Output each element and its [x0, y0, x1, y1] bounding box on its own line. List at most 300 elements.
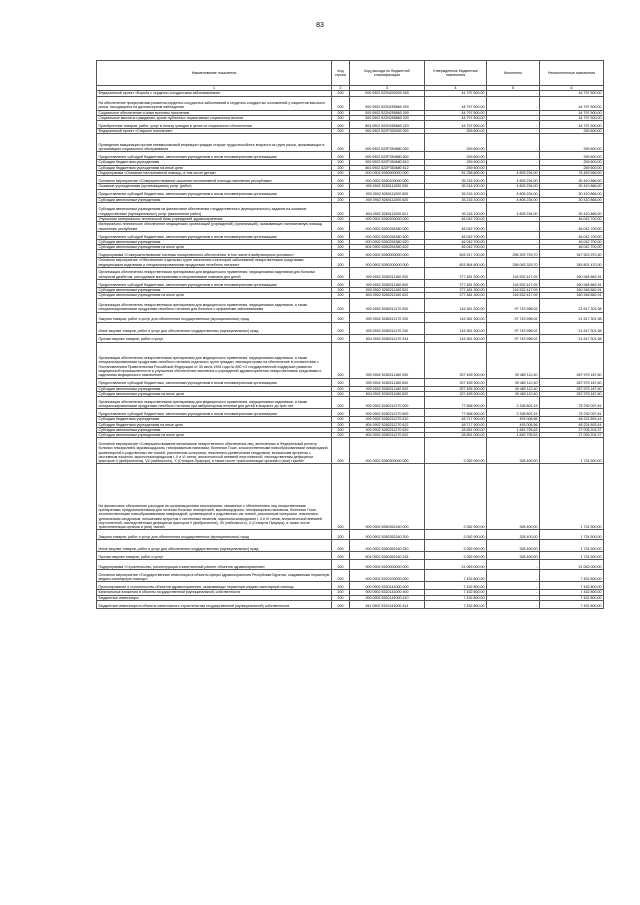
row-approved-cell: 46 042 700,00 [425, 239, 487, 244]
table-row [97, 189, 604, 197]
row-name-cell: Субсидии автономным учреждениям на иные цели [97, 433, 332, 438]
row-unexecuted-cell: 75 230 097,81 [540, 409, 604, 417]
row-approved-cell: 2 052 900,00 [425, 552, 487, 560]
row-unexecuted-cell: 259 600,00 [540, 134, 604, 152]
row-unexecuted-cell: 259 600,00 [540, 129, 604, 134]
row-approved-cell: 46 042 700,00 [425, 222, 487, 232]
row-approved-cell: 35 216 100,00 [425, 184, 487, 189]
row-approved-cell: 327 455 300,00 [425, 342, 487, 378]
row-name-cell: На финансовое обеспечение расходов на организационные мероприятия, связанные с обеспечением лиц лекарственными препаратами, предназначенными для лечения больных гемофилией, муковисцидозом, гипофизарным нанизмом, болезнью Гоше, злокачественными новообразованиями лимфоидной, кроветворной и родственных им тканей, рассеянным склерозом, гемолитико-уремическим синдромом, юношеским артритом с системным началом, мукополисахаридозом I, II и VI типов, апластической анемией неуточненной, наследственным дефицитом факторов II (фибриногена), VII (лабильного), X (Стюарта-Прауэра), а также после трансплантации органов и (или) тканей [97, 464, 332, 530]
row-approved-cell: 327 455 300,00 [425, 386, 487, 391]
row-executed-cell: - [487, 245, 540, 250]
row-code-cell: 200 [332, 397, 350, 409]
row-approved-cell: 35 216 100,00 [425, 202, 487, 216]
row-kbk-cell: 000 0902 5280211160 620 [350, 288, 425, 293]
row-unexecuted-cell: 259 600,00 [540, 160, 604, 165]
row-kbk-cell: 000 0902 5280211170 240 [350, 322, 425, 334]
table-row [97, 342, 604, 378]
row-kbk-cell: 000 0902 5280000000 000 [350, 250, 425, 258]
row-code-cell: 200 [332, 417, 350, 422]
row-executed-cell: 328 400,00 [487, 438, 540, 464]
table-row [97, 540, 604, 552]
row-kbk-cell: 804 0902 5280211270 612 [350, 422, 425, 427]
row-approved-cell: 7 432 800,00 [425, 601, 487, 609]
row-kbk-cell: 000 0902 5320141000 000 [350, 582, 425, 590]
row-kbk-cell: 000 0902 5280352160 240 [350, 540, 425, 552]
column-number: 3 [350, 86, 425, 91]
row-name-cell: Улучшение материально-технической базы учреждений здравоохранения [97, 216, 332, 221]
row-kbk-cell: 000 0902 522N255860 300 [350, 110, 425, 115]
row-code-cell: 200 [332, 222, 350, 232]
row-unexecuted-cell: 7 432 800,00 [540, 590, 604, 595]
row-kbk-cell: 000 0902 5320000000 000 [350, 560, 425, 570]
row-name-cell: Субсидии автономным учреждениям на иные цели [97, 293, 332, 298]
row-executed-cell: - [487, 239, 540, 244]
row-unexecuted-cell: 1 724 500,00 [540, 540, 604, 552]
table-row [97, 96, 604, 110]
row-executed-cell: - [487, 231, 540, 239]
table-row [97, 570, 604, 582]
row-executed-cell: - [487, 121, 540, 129]
row-approved-cell: 46 042 700,00 [425, 231, 487, 239]
row-unexecuted-cell: 160 948 882,91 [540, 293, 604, 298]
row-executed-cell: 116 532 417,09 [487, 288, 540, 293]
row-code-cell: 200 [332, 433, 350, 438]
row-name-cell: Субсидии автономным учреждениям [97, 288, 332, 293]
column-number: 5 [487, 86, 540, 91]
row-code-cell: 200 [332, 322, 350, 334]
row-code-cell: 200 [332, 427, 350, 432]
header-unexecuted: Неисполненные назначения [540, 61, 604, 86]
row-executed-cell: - [487, 165, 540, 170]
row-unexecuted-cell: 160 948 882,91 [540, 268, 604, 280]
row-name-cell: Проектирование и строительство объектов здравоохранения, оказывающих первичную медико-санитарную помощь [97, 582, 332, 590]
row-executed-cell: 328 400,00 [487, 530, 540, 540]
table-row [97, 176, 604, 184]
row-unexecuted-cell: 347 523 970,30 [540, 250, 604, 258]
row-name-cell: Иные закупки товаров, работ и услуг для обеспечения государственных (муниципальных) нужд [97, 322, 332, 334]
row-name-cell: Подпрограмма «Строительство, реконструкция и капитальный ремонт объектов здравоохранения» [97, 560, 332, 570]
row-name-cell: Организация обеспечения лекарственными препаратами для медицинского применения, медицинскими изделиями, а также специализированными продуктами лечебного питания при амбулаторном лечении для детей в возрасте до трех лет [97, 397, 332, 409]
row-unexecuted-cell: 1 724 500,00 [540, 530, 604, 540]
header-executed: Исполнено [487, 61, 540, 86]
row-executed-cell: 116 532 417,09 [487, 293, 540, 298]
row-name-cell: Прочая закупка товаров, работ и услуг [97, 334, 332, 342]
row-code-cell: 200 [332, 152, 350, 160]
row-approved-cell: 601 864 800,00 [425, 258, 487, 268]
row-executed-cell: 1 845 795,63 [487, 433, 540, 438]
row-unexecuted-cell: 46 042 700,00 [540, 245, 604, 250]
row-kbk-cell: 000 0902 5280300000 000 [350, 438, 425, 464]
row-executed-cell: 256 393 729,70 [487, 250, 540, 258]
row-approved-cell: 327 455 300,00 [425, 391, 487, 396]
row-code-cell: 200 [332, 560, 350, 570]
row-kbk-cell: 000 0902 5280211180 600 [350, 378, 425, 386]
row-name-cell: Предоставление субсидий бюджетным, автономным учреждениям и иным некоммерческим организациям [97, 378, 332, 386]
row-kbk-cell: 000 0902 5280211270 600 [350, 409, 425, 417]
row-kbk-cell: 804 0902 5280211180 622 [350, 391, 425, 396]
row-code-cell: 200 [332, 334, 350, 342]
row-approved-cell: 116 361 300,00 [425, 322, 487, 334]
table-row [97, 268, 604, 280]
row-name-cell: Субсидии бюджетным учреждениям на иные цели [97, 422, 332, 427]
row-code-cell: 200 [332, 239, 350, 244]
row-name-cell: Основное мероприятие «Совершенствование механизмов лекарственного обеспечения лиц, включенных в Федеральный регистр больных гемофилией, муковисцидозом, гипофизарным нанизмом, болезнью Гоше, злокачественными новообразованиями лимфоидной, кроветворной и родственных им тканей, рассеянным склерозом, гемолитико-уремическим синдромом, юношеским артритом с системным началом, мукополисахаридозом I, II и VI типов, апластической анемией неуточненной, наследственным дефицитом факторов II (фибриногена), VII (лабильного), X (Стюарта-Прауэра), а также после трансплантации органов и (или) тканей» [97, 438, 332, 464]
row-code-cell: 200 [332, 342, 350, 378]
row-code-cell: 200 [332, 165, 350, 170]
row-executed-cell: 493 006,56 [487, 417, 540, 422]
row-approved-cell: 259 600,00 [425, 152, 487, 160]
row-executed-cell: 116 532 417,09 [487, 280, 540, 288]
row-kbk-cell: 000 0902 5260111000 620 [350, 197, 425, 202]
row-unexecuted-cell: 7 432 800,00 [540, 570, 604, 582]
row-executed-cell: 4 805 234,00 [487, 197, 540, 202]
row-unexecuted-cell: 7 432 800,00 [540, 582, 604, 590]
table-row [97, 464, 604, 530]
row-approved-cell: 7 432 800,00 [425, 582, 487, 590]
row-name-cell: Оказание учреждениями (организациями) услуг (работ) [97, 184, 332, 189]
row-approved-cell: 48 717 900,00 [425, 417, 487, 422]
row-approved-cell: 603 917 700,00 [425, 250, 487, 258]
row-executed-cell: - [487, 222, 540, 232]
row-kbk-cell: 000 0902 5280211170 200 [350, 312, 425, 322]
row-name-cell: Организация обеспечения лекарственными препаратами для медицинского применения, медицинскими изделиями, а также специализированными продуктами лечебного питания отдельных групп граждан, имеющих право на обеспечение в соответствии с Постановлением Правительства Российской Федерации от 30 июля 1994 года № 890 «О государственной поддержке развития медицинской промышленности и улучшении обеспечения населения и учреждений здравоохранения лекарственными средствами и изделиями медицинского назначения» [97, 342, 332, 378]
table-row [97, 121, 604, 129]
table-row [97, 222, 604, 232]
row-kbk-cell: 000 0902 5280352160 200 [350, 530, 425, 540]
row-code-cell: 200 [332, 312, 350, 322]
row-name-cell: Проведение вакцинации против пневмококковой инфекции граждан старше трудоспособного возраста из групп риска, проживающих в организациях социального обслуживания [97, 134, 332, 152]
row-executed-cell: - [487, 152, 540, 160]
row-unexecuted-cell: 287 975 187,60 [540, 342, 604, 378]
row-code-cell: 200 [332, 391, 350, 396]
table-row [97, 530, 604, 540]
row-unexecuted-cell: 44 797 500,00 [540, 115, 604, 120]
row-unexecuted-cell: 1 724 500,00 [540, 438, 604, 464]
row-executed-cell: 97 743 998,02 [487, 322, 540, 334]
row-approved-cell: 35 216 100,00 [425, 189, 487, 197]
row-unexecuted-cell: 30 410 866,00 [540, 197, 604, 202]
row-kbk-cell: 804 0902 5280211170 244 [350, 334, 425, 342]
row-executed-cell: 493 006,56 [487, 422, 540, 427]
row-unexecuted-cell: 287 975 187,60 [540, 386, 604, 391]
row-name-cell: Субсидии автономным учреждениям на иные цели [97, 391, 332, 396]
row-name-cell: Социальные выплаты гражданам, кроме публичных нормативных социальных выплат [97, 115, 332, 120]
table-row [97, 582, 604, 590]
row-unexecuted-cell: 46 042 700,00 [540, 231, 604, 239]
row-code-cell: 200 [332, 258, 350, 268]
row-code-cell: 200 [332, 115, 350, 120]
header-kbk: Код расхода по бюджетной классификации [350, 61, 425, 86]
row-unexecuted-cell: 1 724 500,00 [540, 552, 604, 560]
table-row [97, 552, 604, 560]
row-name-cell: Предоставление субсидий бюджетным, автономным учреждениям и иным некоммерческим организациям [97, 409, 332, 417]
table-row [97, 152, 604, 160]
row-unexecuted-cell: 160 948 882,91 [540, 288, 604, 293]
row-approved-cell: 116 361 300,00 [425, 334, 487, 342]
row-name-cell: Субсидии автономным учреждениям на финансовое обеспечение государственного (муниципального) задания на оказание государственных (муниципальных) услуг (выполнение работ) [97, 202, 332, 216]
row-unexecuted-cell: 21 617 301,98 [540, 334, 604, 342]
row-executed-cell: 39 480 112,40 [487, 391, 540, 396]
row-code-cell: 200 [332, 464, 350, 530]
row-kbk-cell: 000 0902 522P354680 000 [350, 134, 425, 152]
row-approved-cell: 44 797 500,00 [425, 110, 487, 115]
row-executed-cell: - [487, 601, 540, 609]
row-approved-cell: 116 361 300,00 [425, 312, 487, 322]
row-code-cell: 200 [332, 590, 350, 595]
row-name-cell: На обеспечение профилактики развития сердечно-сосудистых заболеваний и сердечно-сосудистых осложнений у пациентов высокого риска, находящихся на диспансерном наблюдении [97, 96, 332, 110]
row-name-cell: Предоставление субсидий бюджетным, автономным учреждениям и иным некоммерческим организациям [97, 280, 332, 288]
table-row [97, 258, 604, 268]
row-kbk-cell: 804 0902 522P354680 612 [350, 165, 425, 170]
table-row [97, 312, 604, 322]
row-code-cell: 200 [332, 601, 350, 609]
row-name-cell: Основное мероприятие «Обеспечение отдельных групп населения и категорий заболеваний лекарственными средствами, медицинскими изделиями и специализированными продуктами лечебного питания» [97, 258, 332, 268]
row-executed-cell: - [487, 570, 540, 582]
row-code-cell: 200 [332, 197, 350, 202]
row-name-cell: Социальное обеспечение и иные выплаты населению [97, 110, 332, 115]
row-executed-cell: 4 805 234,00 [487, 189, 540, 197]
row-unexecuted-cell: 48 224 893,44 [540, 417, 604, 422]
row-name-cell: Бюджетные инвестиции [97, 595, 332, 600]
row-code-cell: 200 [332, 184, 350, 189]
row-kbk-cell: 000 0902 5260200000 000 [350, 216, 425, 221]
row-code-cell: 200 [332, 552, 350, 560]
row-code-cell: 200 [332, 96, 350, 110]
row-approved-cell: 46 042 700,00 [425, 216, 487, 221]
row-kbk-cell: 000 0902 5320141000 400 [350, 590, 425, 595]
row-executed-cell: - [487, 96, 540, 110]
row-name-cell: Иные закупки товаров, работ и услуг для обеспечения государственных (муниципальных) нужд [97, 540, 332, 552]
row-approved-cell: 7 432 800,00 [425, 590, 487, 595]
row-executed-cell: - [487, 582, 540, 590]
table-row [97, 280, 604, 288]
row-code-cell: 200 [332, 189, 350, 197]
row-code-cell: 200 [332, 250, 350, 258]
row-approved-cell: 2 052 900,00 [425, 530, 487, 540]
row-approved-cell: 77 568 900,00 [425, 397, 487, 409]
table-row [97, 601, 604, 609]
row-executed-cell: - [487, 91, 540, 96]
row-approved-cell: 259 600,00 [425, 129, 487, 134]
row-kbk-cell: 000 0902 5280200000 000 [350, 258, 425, 268]
row-executed-cell: 39 480 112,40 [487, 378, 540, 386]
row-kbk-cell: 000 0902 5260111000 000 [350, 184, 425, 189]
row-executed-cell: - [487, 590, 540, 595]
row-kbk-cell: 000 0902 5280211170 000 [350, 298, 425, 312]
row-unexecuted-cell: 27 005 204,37 [540, 427, 604, 432]
row-kbk-cell: 000 0902 522P354680 610 [350, 160, 425, 165]
table-row [97, 250, 604, 258]
row-approved-cell: 81 258 800,00 [425, 171, 487, 176]
row-kbk-cell: 000 0902 5280211180 000 [350, 342, 425, 378]
row-code-cell: 200 [332, 129, 350, 134]
row-executed-cell: - [487, 216, 540, 221]
row-executed-cell: 97 743 998,02 [487, 312, 540, 322]
row-unexecuted-cell: 259 600,00 [540, 165, 604, 170]
row-kbk-cell: 000 0902 5260254380 620 [350, 239, 425, 244]
row-kbk-cell: 000 0902 5260254380 600 [350, 231, 425, 239]
row-code-cell: 200 [332, 134, 350, 152]
row-code-cell: 200 [332, 293, 350, 298]
row-unexecuted-cell: 27 005 204,37 [540, 433, 604, 438]
row-executed-cell: - [487, 129, 540, 134]
row-executed-cell: 4 805 234,00 [487, 176, 540, 184]
row-code-cell: 200 [332, 288, 350, 293]
row-code-cell: 200 [332, 91, 350, 96]
column-number: 6 [540, 86, 604, 91]
row-executed-cell: 39 480 112,40 [487, 386, 540, 391]
row-executed-cell: 328 400,00 [487, 552, 540, 560]
row-name-cell: Федеральный проект «Старшее поколение» [97, 129, 332, 134]
row-unexecuted-cell: 44 797 500,00 [540, 96, 604, 110]
row-name-cell: Закупка товаров, работ и услуг для обеспечения государственных (муниципальных) нужд [97, 530, 332, 540]
row-executed-cell: 2 338 802,19 [487, 409, 540, 417]
row-approved-cell: 327 455 300,00 [425, 378, 487, 386]
row-unexecuted-cell: 21 063 000,00 [540, 560, 604, 570]
row-unexecuted-cell: 46 042 700,00 [540, 222, 604, 232]
row-approved-cell: 277 481 300,00 [425, 268, 487, 280]
row-code-cell: 200 [332, 245, 350, 250]
row-approved-cell: 44 797 500,00 [425, 91, 487, 96]
row-executed-cell: - [487, 560, 540, 570]
row-executed-cell: 328 400,00 [487, 540, 540, 552]
column-number: 4 [425, 86, 487, 91]
row-approved-cell: 46 042 700,00 [425, 245, 487, 250]
table-row [97, 231, 604, 239]
row-kbk-cell: 000 0902 5280352160 000 [350, 464, 425, 530]
table-body [97, 91, 604, 609]
row-code-cell: 200 [332, 160, 350, 165]
row-approved-cell: 2 052 900,00 [425, 540, 487, 552]
row-name-cell: Субсидии автономным учреждениям на иные цели [97, 245, 332, 250]
row-approved-cell: 277 481 300,00 [425, 288, 487, 293]
row-name-cell: Подпрограмма «Оказание паллиативной помощи, в том числе детям» [97, 171, 332, 176]
row-name-cell: Приобретение товаров, работ, услуг в пользу граждан в целях их социального обеспечения [97, 121, 332, 129]
row-code-cell: 200 [332, 202, 350, 216]
row-executed-cell: - [487, 110, 540, 115]
row-executed-cell: 4 805 234,00 [487, 171, 540, 176]
row-executed-cell: 328 400,00 [487, 464, 540, 530]
table-row [97, 560, 604, 570]
row-unexecuted-cell: 46 042 700,00 [540, 216, 604, 221]
row-executed-cell: - [487, 115, 540, 120]
row-code-cell: 200 [332, 121, 350, 129]
table-row [97, 322, 604, 334]
row-kbk-cell: 000 0902 5280211270 000 [350, 397, 425, 409]
row-kbk-cell: 804 0902 522N255860 323 [350, 121, 425, 129]
row-kbk-cell: 000 0902 522N255860 320 [350, 115, 425, 120]
row-approved-cell: 44 797 500,00 [425, 121, 487, 129]
row-code-cell: 200 [332, 438, 350, 464]
row-executed-cell: 4 805 234,00 [487, 202, 540, 216]
row-unexecuted-cell: 30 410 866,00 [540, 189, 604, 197]
table-row [97, 134, 604, 152]
row-kbk-cell: 000 0902 5320141000 410 [350, 595, 425, 600]
row-kbk-cell: 000 0902 5280211160 600 [350, 280, 425, 288]
row-executed-cell: - [487, 134, 540, 152]
row-approved-cell: 2 052 900,00 [425, 464, 487, 530]
row-approved-cell: 21 063 000,00 [425, 560, 487, 570]
row-unexecuted-cell: 345 801 470,30 [540, 258, 604, 268]
row-name-cell: Субсидии автономным учреждениям [97, 427, 332, 432]
row-kbk-cell: 000 0902 5320100000 000 [350, 570, 425, 582]
row-executed-cell: 1 845 795,63 [487, 427, 540, 432]
row-kbk-cell: 811 0902 5320141000 414 [350, 601, 425, 609]
row-unexecuted-cell: 30 410 866,00 [540, 184, 604, 189]
row-unexecuted-cell: 287 975 187,60 [540, 378, 604, 386]
budget-execution-table [96, 60, 604, 609]
row-approved-cell: 35 216 100,00 [425, 197, 487, 202]
table-row [97, 397, 604, 409]
row-kbk-cell: 000 0902 5280211180 620 [350, 386, 425, 391]
row-approved-cell: 259 600,00 [425, 134, 487, 152]
row-name-cell: Субсидии бюджетным учреждениям [97, 160, 332, 165]
row-code-cell: 200 [332, 409, 350, 417]
row-executed-cell: 97 743 998,02 [487, 334, 540, 342]
row-approved-cell: 277 481 300,00 [425, 280, 487, 288]
header-code: Код строки [332, 61, 350, 86]
row-name-cell: Бюджетные инвестиции в объекты капитального строительства государственной (муниципальной) собственности [97, 601, 332, 609]
row-name-cell: Организация обеспечения лекарственными препаратами для медицинского применения, медицинскими изделиями, а также специализированными продуктами лечебного питания для больных с орфанными заболеваниями [97, 298, 332, 312]
row-name-cell: Подпрограмма «Совершенствование системы лекарственного обеспечения, в том числе в амбулаторных условиях» [97, 250, 332, 258]
row-kbk-cell: 804 0902 5260111000 621 [350, 202, 425, 216]
row-approved-cell: 7 432 800,00 [425, 595, 487, 600]
row-code-cell: 200 [332, 231, 350, 239]
row-unexecuted-cell: 21 617 301,98 [540, 298, 604, 312]
row-code-cell: 200 [332, 595, 350, 600]
row-unexecuted-cell: 21 617 301,98 [540, 312, 604, 322]
row-code-cell: 200 [332, 268, 350, 280]
row-approved-cell: 44 797 500,00 [425, 115, 487, 120]
row-code-cell: 200 [332, 582, 350, 590]
row-code-cell: 200 [332, 176, 350, 184]
row-code-cell: 200 [332, 280, 350, 288]
row-approved-cell: 77 568 900,00 [425, 409, 487, 417]
row-kbk-cell: 000 0902 5260111000 600 [350, 189, 425, 197]
row-name-cell: Предоставление субсидий бюджетным, автономным учреждениям и иным некоммерческим организациям [97, 231, 332, 239]
row-unexecuted-cell: 287 975 187,60 [540, 391, 604, 396]
row-approved-cell: 259 600,00 [425, 165, 487, 170]
row-approved-cell: 48 717 900,00 [425, 422, 487, 427]
row-kbk-cell: 804 0902 5280211270 622 [350, 433, 425, 438]
row-approved-cell: 28 851 000,00 [425, 433, 487, 438]
row-kbk-cell: 000 0902 522N255860 000 [350, 96, 425, 110]
row-approved-cell: 7 432 800,00 [425, 570, 487, 582]
row-code-cell: 200 [332, 540, 350, 552]
row-unexecuted-cell: 46 042 700,00 [540, 239, 604, 244]
row-unexecuted-cell: 7 432 800,00 [540, 595, 604, 600]
row-name-cell: Субсидии бюджетным учреждениям [97, 417, 332, 422]
row-unexecuted-cell: 75 230 097,81 [540, 397, 604, 409]
row-name-cell: Предоставление субсидий бюджетным, автономным учреждениям и иным некоммерческим организациям [97, 152, 332, 160]
row-code-cell: 200 [332, 110, 350, 115]
row-name-cell: Основное мероприятие «Государственные инвестиции в объекты сферы здравоохранения Республики Бурятия, создаваемые первичную медико-санитарную помощь» [97, 570, 332, 582]
row-approved-cell: 35 216 100,00 [425, 176, 487, 184]
row-unexecuted-cell: 160 948 882,91 [540, 280, 604, 288]
table-row [97, 202, 604, 216]
table-row [97, 409, 604, 417]
row-name-cell: Субсидии автономным учреждениям [97, 386, 332, 391]
row-unexecuted-cell: 44 797 500,00 [540, 121, 604, 129]
table-row [97, 298, 604, 312]
row-kbk-cell: 000 0902 5280211160 000 [350, 268, 425, 280]
row-kbk-cell: 000 0902 5260254380 000 [350, 222, 425, 232]
row-approved-cell: 277 481 300,00 [425, 293, 487, 298]
row-unexecuted-cell: 259 600,00 [540, 152, 604, 160]
row-name-cell: Организация обеспечения лекарственными препаратами для медицинского применения, медицинскими изделиями для больных сахарным диабетом, расходными материалами и инсулиновыми помпами для детей [97, 268, 332, 280]
row-kbk-cell: 000 0902 522N200000 000 [350, 91, 425, 96]
